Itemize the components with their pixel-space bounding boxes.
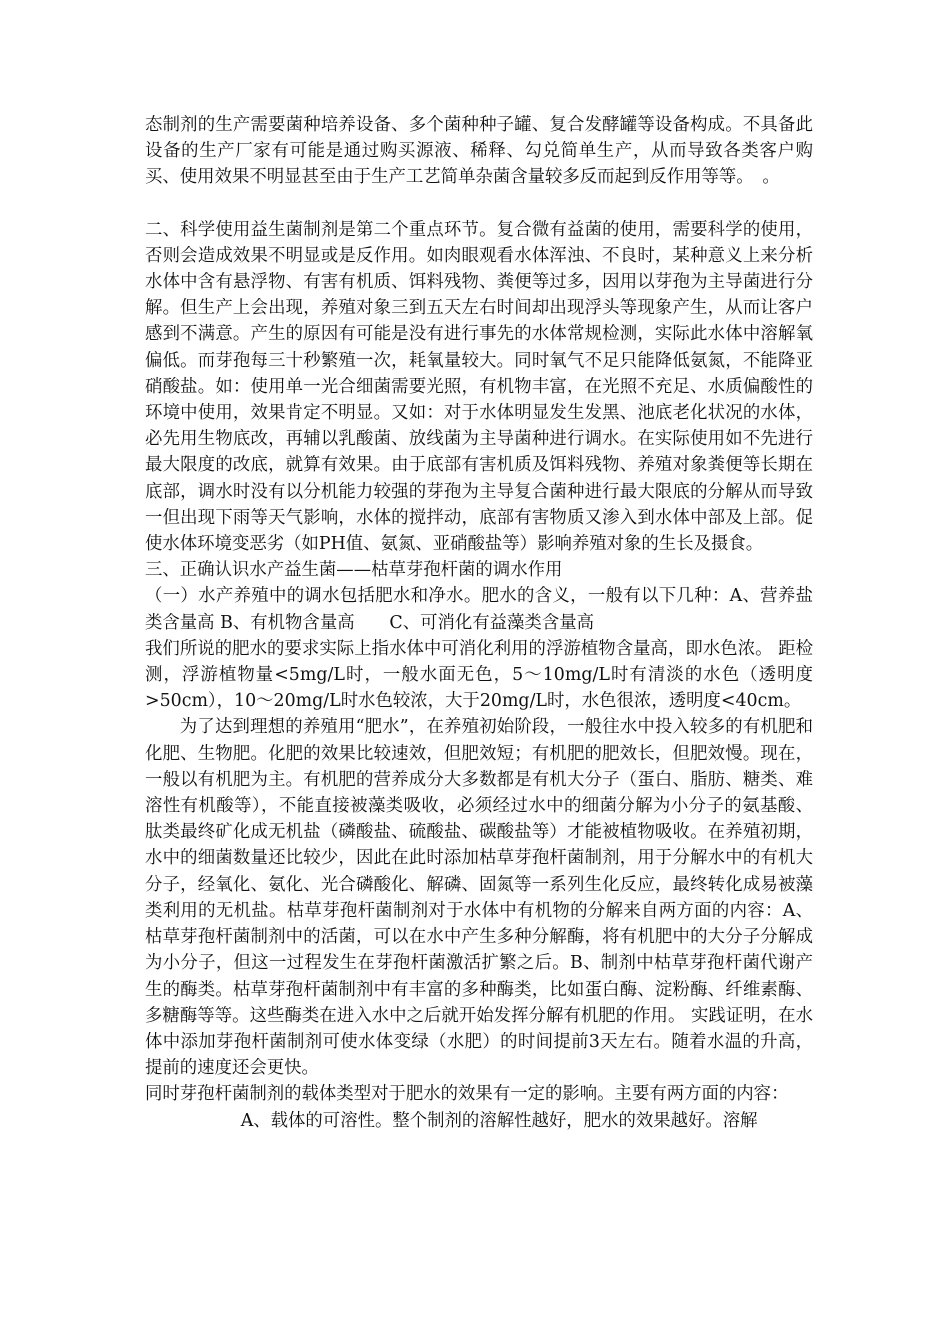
- paragraph-carrier-solubility: A、载体的可溶性。整个制剂的溶解性越好，肥水的效果越好。溶解: [240, 1110, 758, 1131]
- paragraph-equipment: 态制剂的生产需要菌种培养设备、多个菌种种子罐、复合发酵罐等设备构成。不具备此设备的生产厂家有可能是通过购买源液、稀释、勾兑简单生产，从而导致各类客户购买、使用效果不明显甚至由于生产工艺简单杂菌含量较多反而起到反作用等等。 。: [145, 115, 813, 188]
- paragraph-subsection-1: （一）水产养殖中的调水包括肥水和净水。肥水的含义，一般有以下几种：A、营养盐类含量高 B、有机物含量高 C、可消化有益藻类含量高: [145, 586, 813, 633]
- paragraph-gap: [145, 191, 813, 217]
- section-3-heading: 三、正确认识水产益生菌——枯草芽孢杆菌的调水作用: [145, 560, 563, 581]
- paragraph-water-color: 我们所说的肥水的要求实际上指水体中可消化利用的浮游植物含量高，即水色浓。 距检测，浮游植物量<5mg/L时，一般水面无色，5～10mg/L时有清淡的水色（透明度>50cm），10～20mg/L时水色较浓，大于20mg/L时，水色很浓，透明度<40cm。: [145, 638, 813, 712]
- paragraph-fertilizer: 为了达到理想的养殖用“肥水”，在养殖初始阶段，一般往水中投入较多的有机肥和化肥、生物肥。化肥的效果比较速效，但肥效短；有机肥的肥效长，但肥效慢。现在，一般以有机肥为主。有机肥的营养成分大多数都是有机大分子（蛋白、脂肪、糖类、难溶性有机酸等），不能直接被藻类吸收，必须经过水中的细菌分解为小分子的氨基酸、肽类最终矿化成无机盐（磷酸盐、硫酸盐、碳酸盐等）才能被植物吸收。在养殖初期，水中的细菌数量还比较少，因此在此时添加枯草芽孢杆菌制剂，用于分解水中的有机大分子，经氧化、氨化、光合磷酸化、解磷、固氮等一系列生化反应，最终转化成易被藻类利用的无机盐。枯草芽孢杆菌制剂对于水体中有机物的分解来自两方面的内容：A、枯草芽孢杆菌制剂中的活菌，可以在水中产生多种分解酶，将有机肥中的大分子分解成为小分子，但这一过程发生在芽孢杆菌激活扩繁之后。B、制剂中枯草芽孢杆菌代谢产生的酶类。枯草芽孢杆菌制剂中有丰富的多种酶类，比如蛋白酶、淀粉酶、纤维素酶、多糖酶等等。这些酶类在进入水中之后就开始发挥分解有机肥的作用。 实践证明，在水体中添加芽孢杆菌制剂可使水体变绿（水肥）的时间提前3天左右。随着水温的升高，提前的速度还会更快。: [145, 717, 813, 1079]
- paragraph-section-2: 二、科学使用益生菌制剂是第二个重点环节。复合微有益菌的使用，需要科学的使用，否则会造成效果不明显或是反作用。如肉眼观看水体浑浊、不良时，某种意义上来分析水体中含有悬浮物、有害有机质、饵料残物、粪便等过多，因用以芽孢为主导菌进行分解。但生产上会出现，养殖对象三到五天左右时间却出现浮头等现象产生，从而让客户感到不满意。产生的原因有可能是没有进行事先的水体常规检测，实际此水体中溶解氧偏低。而芽孢每三十秒繁殖一次，耗氧量较大。同时氧气不足只能降低氨氮，不能降亚硝酸盐。如：使用单一光合细菌需要光照，有机物丰富，在光照不充足、水质偏酸性的环境中使用，效果肯定不明显。又如：对于水体明显发生发黑、池底老化状况的水体，必先用生物底改，再辅以乳酸菌、放线菌为主导菌种进行调水。在实际使用如不先进行最大限度的改底，就算有效果。由于底部有害机质及饵料残物、养殖对象粪便等长期在底部，调水时没有以分机能力较强的芽孢为主导复合菌种进行最大限底的分解从而导致一但出现下雨等天气影响，水体的搅拌动，底部有害物质又渗入到水体中部及上部。促使水体环境变恶劣（如PH值、氨氮、亚硝酸盐等）影响养殖对象的生长及摄食。: [145, 219, 813, 555]
- document-body: [145, 112, 813, 1134]
- paragraph-carrier-intro: 同时芽孢杆菌制剂的载体类型对于肥水的效果有一定的影响。主要有两方面的内容：: [145, 1084, 789, 1105]
